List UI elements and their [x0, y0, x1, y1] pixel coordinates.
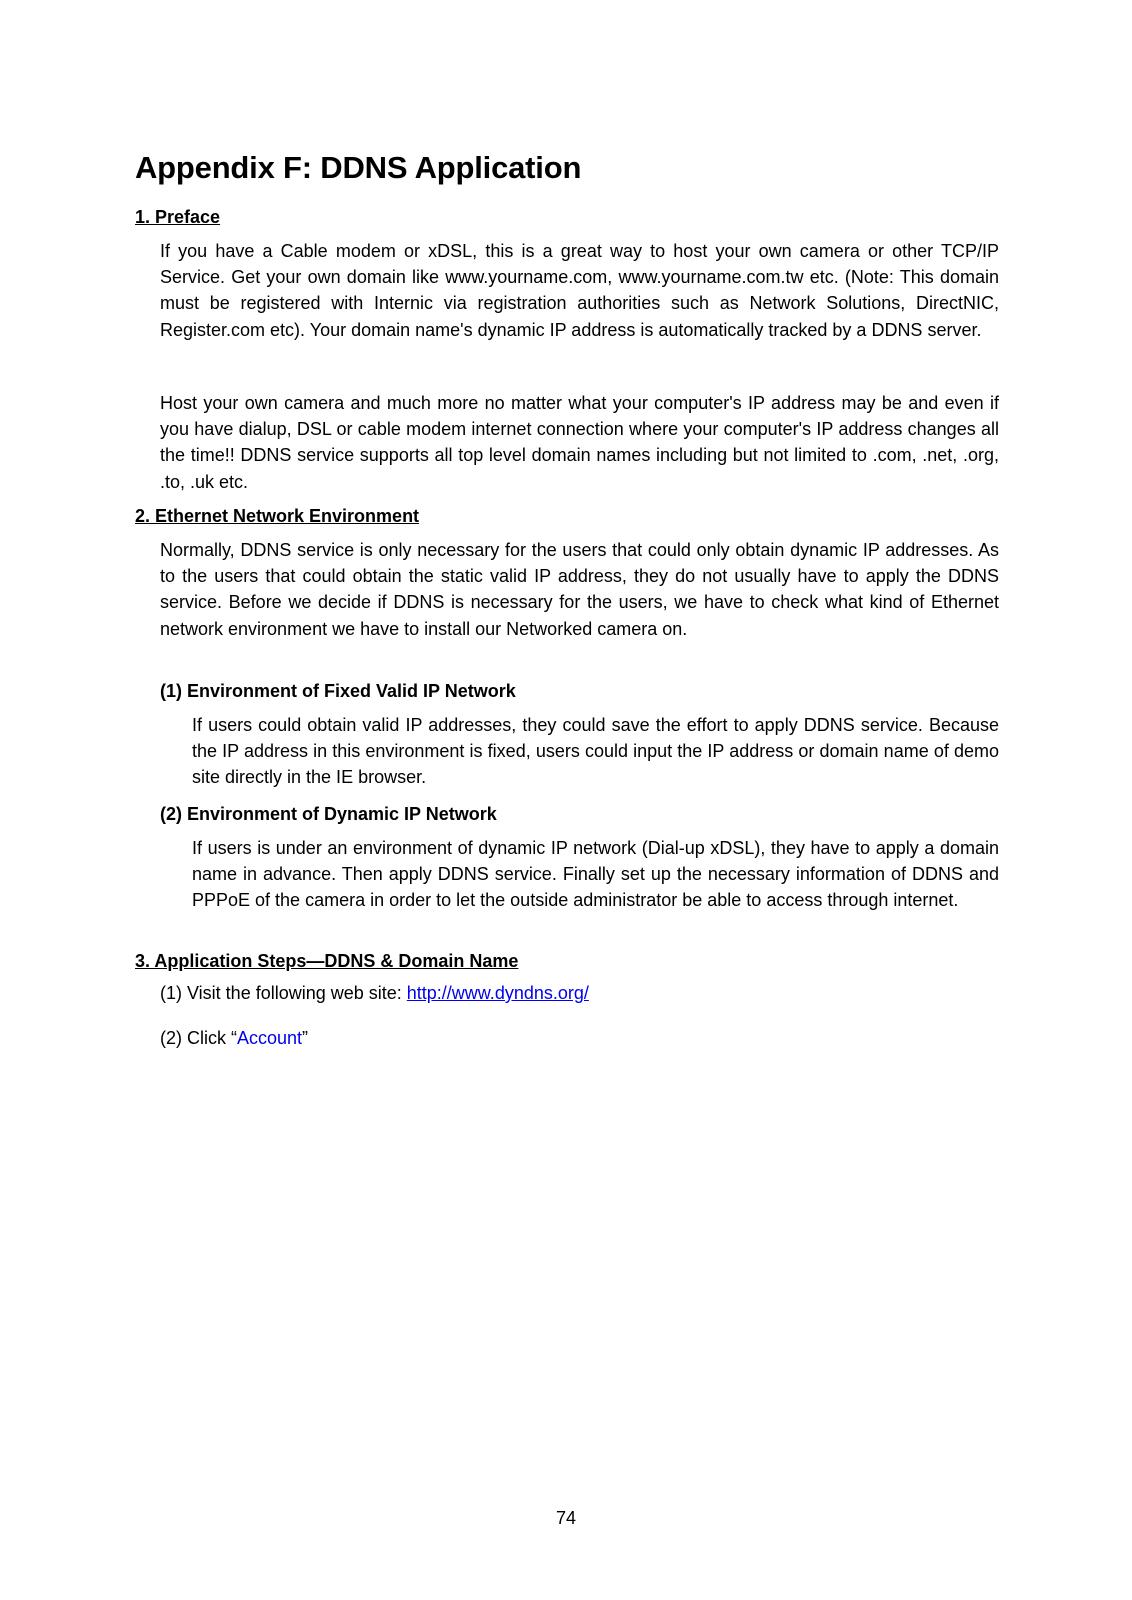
- account-link[interactable]: Account: [237, 1028, 303, 1048]
- dyndns-link[interactable]: http://www.dyndns.org/: [406, 983, 589, 1003]
- preface-paragraph-2: Host your own camera and much more no matter what your computer's IP address may be and even if you have dialup, DSL or cable modem internet connection where your computer's IP address changes all the time!! DDNS service supports all top level domain names including but not limited to .com, .net, .org, .to, .uk etc.: [160, 393, 999, 492]
- step-2-text: (2) Click “: [160, 1028, 237, 1048]
- fixed-ip-paragraph: If users could obtain valid IP addresses, they could save the effort to apply DDNS service. Because the IP address in this environment is fixed, users could input the IP address or domain name of demo site directly in the IE browser.: [192, 715, 999, 788]
- section-heading-ethernet: 2. Ethernet Network Environment: [135, 506, 420, 526]
- subsection-heading-fixed-ip: (1) Environment of Fixed Valid IP Network: [160, 681, 516, 701]
- ethernet-paragraph: Normally, DDNS service is only necessary for the users that could only obtain dynamic IP addresses. As to the users that could obtain the static valid IP address, they do not usually have to apply the DDNS service. Before we decide if DDNS is necessary for the users, we have to check what kind of Ethernet network environment we have to install our Networked camera on.: [160, 540, 999, 639]
- page-title: Appendix F: DDNS Application: [135, 150, 582, 185]
- section-heading-preface: 1. Preface: [135, 207, 221, 227]
- preface-paragraph-1: If you have a Cable modem or xDSL, this is a great way to host your own camera or other TCP/IP Service. Get your own domain like www.yourname.com, www.yourname.com.tw etc. (Note: This domain must be registered with Internic via registration authorities such as Network Solutions, DirectNIC, Register.com etc). Your domain name's dynamic IP address is automatically tracked by a DDNS server.: [160, 241, 999, 340]
- section-heading-application-steps: 3. Application Steps—DDNS & Domain Name: [135, 951, 519, 971]
- step-2-suffix: ”: [302, 1028, 309, 1048]
- step-2: [160, 1028, 308, 1049]
- step-1: [160, 983, 589, 1004]
- dynamic-ip-paragraph: If users is under an environment of dynamic IP network (Dial-up xDSL), they have to apply a domain name in advance. Then apply DDNS service. Finally set up the necessary information of DDNS and PPPoE of the camera in order to let the outside administrator be able to access through internet.: [192, 838, 999, 911]
- page-number: 74: [555, 1508, 577, 1528]
- step-1-text: (1) Visit the following web site:: [160, 983, 407, 1003]
- subsection-heading-dynamic-ip: (2) Environment of Dynamic IP Network: [160, 804, 497, 824]
